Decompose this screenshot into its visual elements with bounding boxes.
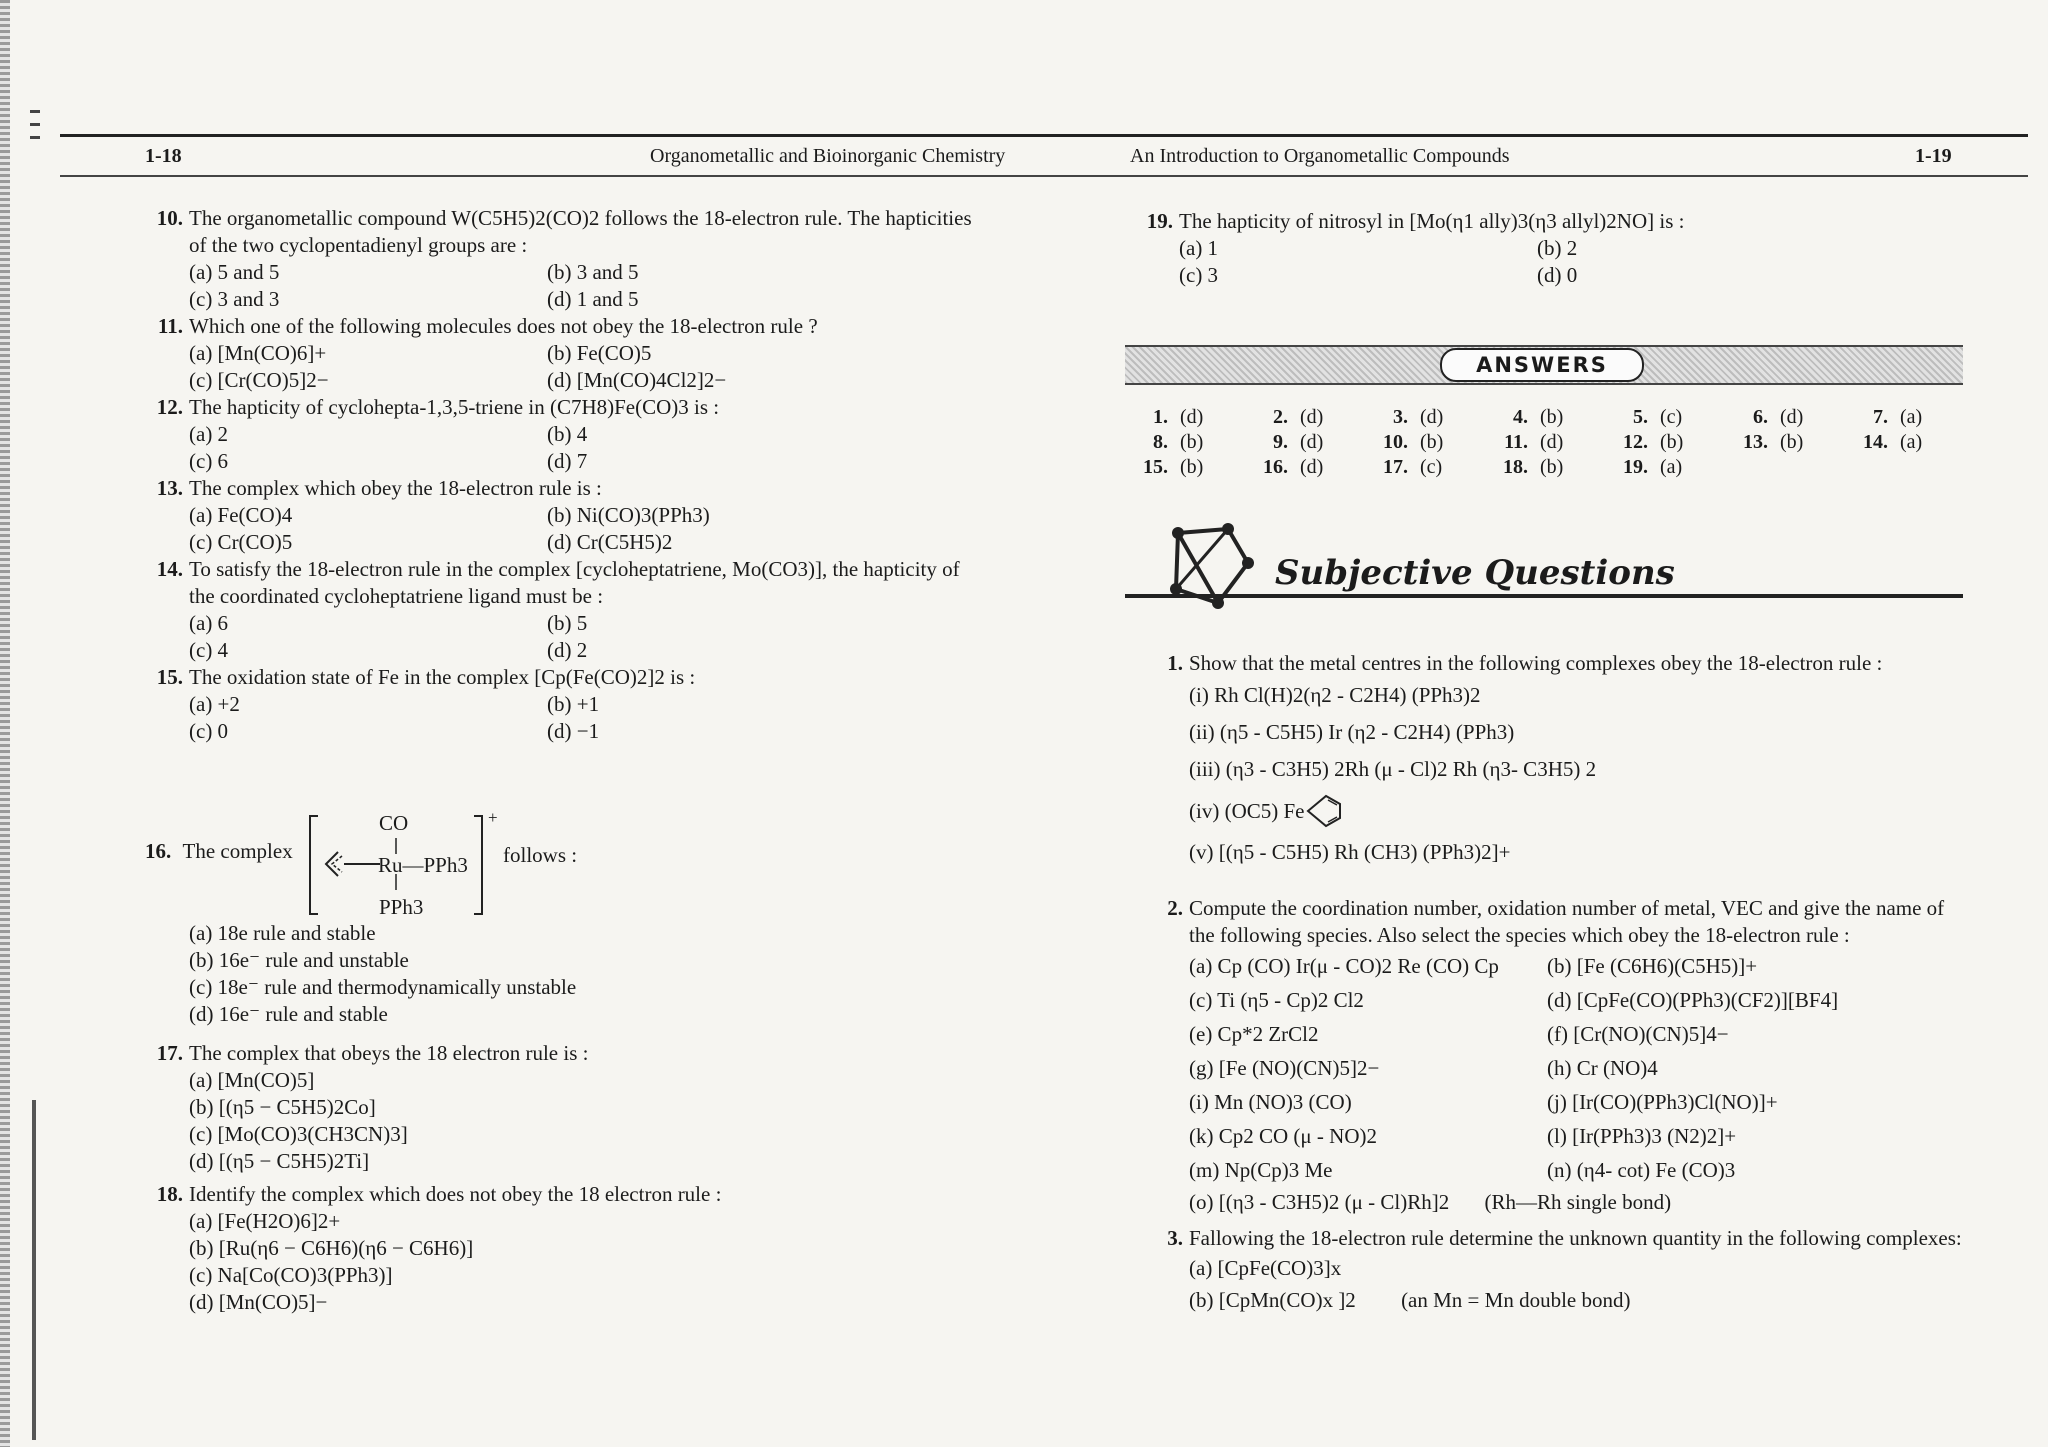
question-16-options (189, 920, 576, 1028)
molecule-model-icon (1158, 523, 1258, 613)
option-o-row (1189, 1187, 1965, 1217)
question-16-line (145, 838, 293, 865)
answer-value: (b) (1180, 456, 1204, 478)
question-12 (145, 394, 975, 475)
answer-item (1488, 430, 1608, 455)
subjective-questions-title: Subjective Questions (1275, 553, 1675, 593)
sub-item: (v) [(η5 - C5H5) Rh (CH3) (PPh3)2]+ (1189, 840, 1511, 864)
options (189, 340, 975, 394)
answer-value: (b) (1180, 431, 1204, 453)
answer-item (1248, 405, 1368, 430)
answer-value: (d) (1300, 431, 1324, 453)
option: (c) 6 (189, 449, 229, 473)
option: (d) Cr(C5H5)2 (547, 530, 673, 554)
subjective-question-1 (1145, 650, 1965, 871)
question-number: 11. (157, 314, 183, 338)
question-19 (1135, 208, 1965, 289)
answer-item (1608, 430, 1728, 455)
option: (a) +2 (189, 692, 240, 716)
option: (c) 18e⁻ rule and thermodynamically unstable (189, 975, 577, 999)
answer-item (1128, 405, 1248, 430)
option: (c) Na[Co(CO)3(PPh3)] (189, 1263, 393, 1287)
answer-value: (d) (1300, 456, 1324, 478)
option: (c) Cr(CO)5 (189, 530, 293, 554)
question-number: 18. (156, 1182, 183, 1206)
question-17 (145, 1040, 975, 1175)
answer-number: 3. (1393, 406, 1408, 428)
subjective-question-3-body (1145, 1225, 1965, 1316)
sub-items (1189, 1252, 1965, 1316)
answer-item (1368, 455, 1488, 480)
options (189, 691, 975, 745)
structure-ru-pph3: Ru—PPh3 (378, 853, 468, 877)
answer-number: 6. (1753, 406, 1768, 428)
question-number: 3. (1167, 1226, 1183, 1250)
option: (d) 0 (1537, 263, 1578, 287)
option: (a) Cp (CO) Ir(μ - CO)2 Re (CO) Cp (1189, 954, 1499, 978)
question-number: 19. (1146, 209, 1173, 233)
question-text: Compute the coordination number, oxidation number of metal, VEC and give the name of the following species. Also select the species which obey the 18-electron rule : (1189, 896, 1945, 947)
answer-value: (a) (1660, 456, 1683, 478)
option: (d) 2 (547, 638, 588, 662)
structure-charge: + (488, 808, 498, 827)
option: (k) Cp2 CO (μ - NO)2 (1189, 1124, 1377, 1148)
answers-grid (1128, 405, 1968, 480)
option: (c) 3 and 3 (189, 287, 280, 311)
option: (m) Np(Cp)3 Me (1189, 1158, 1333, 1182)
answer-value: (d) (1540, 431, 1564, 453)
option: (b) 5 (547, 611, 588, 635)
answer-value: (b) (1660, 431, 1684, 453)
option: (c) 4 (189, 638, 229, 662)
options (189, 259, 975, 313)
sub-item: (i) Rh Cl(H)2(η2 - C2H4) (PPh3)2 (1189, 683, 1481, 707)
answer-value: (b) (1420, 431, 1444, 453)
option: (a) [Fe(H2O)6]2+ (189, 1209, 341, 1233)
answer-value: (d) (1300, 406, 1324, 428)
question-text: The hapticity of nitrosyl in [Mo(η1 ally)3(η3 allyl)2NO] is : (1179, 209, 1685, 233)
answer-number: 10. (1383, 431, 1408, 453)
question-number: 13. (156, 476, 183, 500)
option: (i) Mn (NO)3 (CO) (1189, 1090, 1352, 1114)
answer-number: 1. (1153, 406, 1168, 428)
answer-item (1848, 405, 1968, 430)
subjective-question-3 (1145, 1225, 1965, 1316)
sub-item-note: (an Mn = Mn double bond) (1401, 1288, 1631, 1312)
answer-number: 11. (1504, 431, 1528, 453)
question-text: Fallowing the 18-electron rule determine the unknown quantity in the following complexes: (1189, 1226, 1962, 1250)
option: (b) 2 (1537, 236, 1578, 260)
option: (a) 5 and 5 (189, 260, 280, 284)
answer-item (1608, 405, 1728, 430)
answer-number: 5. (1633, 406, 1648, 428)
page-edge-binding (0, 0, 10, 1447)
structure-pph3: PPh3 (379, 895, 424, 919)
answer-number: 14. (1863, 431, 1888, 453)
answer-number: 4. (1513, 406, 1528, 428)
left-running-title: Organometallic and Bioinorganic Chemistry (650, 145, 1006, 167)
answer-number: 13. (1743, 431, 1768, 453)
right-running-title: An Introduction to Organometallic Compounds (1130, 145, 1510, 167)
option: (b) 4 (547, 422, 588, 446)
answer-number: 2. (1273, 406, 1288, 428)
sub-item-iv (1189, 788, 1965, 834)
question-10 (145, 205, 975, 313)
option: (d) [CpFe(CO)(PPh3)(CF2)][BF4] (1547, 988, 1839, 1012)
answers-banner (1125, 345, 1963, 385)
right-page-number: 1-19 (1915, 145, 1952, 167)
answer-item (1368, 405, 1488, 430)
option: (a) 1 (1179, 236, 1219, 260)
answer-number: 7. (1873, 406, 1888, 428)
answer-value: (a) (1900, 406, 1923, 428)
book-spine-line (32, 1100, 36, 1440)
question-text: The complex that obeys the 18 electron rule is : (189, 1041, 589, 1065)
option: (e) Cp*2 ZrCl2 (1189, 1022, 1319, 1046)
option: (d) [(η5 − C5H5)2Ti] (189, 1149, 370, 1173)
question-number: 15. (156, 665, 183, 689)
butadiene-ligand-icon (1304, 788, 1344, 834)
option: (a) 6 (189, 611, 229, 635)
answer-number: 12. (1623, 431, 1648, 453)
answer-item (1488, 455, 1608, 480)
sub-item: (b) [CpMn(CO)x ]2 (1189, 1288, 1356, 1312)
answer-value: (b) (1540, 406, 1564, 428)
answer-item (1368, 430, 1488, 455)
question-text: The complex (182, 839, 293, 863)
question-number: 12. (156, 395, 183, 419)
option: (a) [Mn(CO)6]+ (189, 341, 327, 365)
question-text: Identify the complex which does not obey the 18 electron rule : (189, 1182, 722, 1206)
question-text: The organometallic compound W(C5H5)2(CO)2 follows the 18-electron rule. The hapticities of the two cyclopentadienyl groups are : (189, 206, 972, 257)
question-text: The oxidation state of Fe in the complex [Cp(Fe(CO)2]2 is : (189, 665, 696, 689)
header-bottom-rule (60, 175, 2028, 177)
question-18 (145, 1181, 975, 1316)
answer-number: 16. (1263, 456, 1288, 478)
sub-items (1189, 677, 1965, 871)
question-text: Which one of the following molecules does not obey the 18-electron rule ? (189, 314, 818, 338)
answer-item (1728, 430, 1848, 455)
question-text: The hapticity of cyclohepta-1,3,5-triene in (C7H8)Fe(CO)3 is : (189, 395, 720, 419)
option: (d) 16e⁻ rule and stable (189, 1002, 388, 1026)
option: (c) Ti (η5 - Cp)2 Cl2 (1189, 988, 1364, 1012)
sub-item: (a) [CpFe(CO)3]x (1189, 1256, 1342, 1280)
answer-number: 9. (1273, 431, 1288, 453)
answer-item (1608, 455, 1728, 480)
answer-number: 18. (1503, 456, 1528, 478)
option: (a) [Mn(CO)5] (189, 1068, 315, 1092)
question-19-body (1135, 208, 1965, 289)
option: (a) Fe(CO)4 (189, 503, 293, 527)
option: (c) 3 (1179, 263, 1219, 287)
options (189, 502, 975, 556)
question-number: 17. (156, 1041, 183, 1065)
left-page-number: 1-18 (145, 145, 182, 167)
sub-item: (ii) (η5 - C5H5) Ir (η2 - C2H4) (PPh3) (1189, 720, 1515, 744)
option: (b) 16e⁻ rule and unstable (189, 948, 409, 972)
option: (b) [(η5 − C5H5)2Co] (189, 1095, 376, 1119)
question-number: 10. (156, 206, 183, 230)
option: (c) 0 (189, 719, 229, 743)
ruthenium-complex-structure (308, 808, 498, 920)
sub-item-text: (iv) (OC5) Fe (1189, 798, 1305, 823)
question-13 (145, 475, 975, 556)
option: (j) [Ir(CO)(PPh3)Cl(NO)]+ (1547, 1090, 1778, 1114)
option: (d) [Mn(CO)4Cl2]2− (547, 368, 727, 392)
option: (h) Cr (NO)4 (1547, 1056, 1658, 1080)
answer-item (1728, 405, 1848, 430)
option-note: (Rh—Rh single bond) (1484, 1190, 1672, 1214)
question-text: Show that the metal centres in the following complexes obey the 18-electron rule : (1189, 651, 1883, 675)
answer-value: (d) (1180, 406, 1204, 428)
options (189, 610, 975, 664)
question-number: 2. (1167, 896, 1183, 920)
option: (d) [Mn(CO)5]− (189, 1290, 328, 1314)
answer-value: (c) (1660, 406, 1683, 428)
answer-value: (c) (1420, 456, 1443, 478)
option: (g) [Fe (NO)(CN)5]2− (1189, 1056, 1380, 1080)
answer-item (1848, 430, 1968, 455)
subjective-question-2-body (1145, 895, 1965, 1217)
question-15 (145, 664, 975, 745)
answer-item (1248, 430, 1368, 455)
question-text: To satisfy the 18-electron rule in the complex [cycloheptatriene, Mo(CO3)], the hapticity of the coordinated cycloheptatriene ligand must be : (189, 557, 960, 608)
answer-item (1248, 455, 1368, 480)
subjective-question-2 (1145, 895, 1965, 1217)
answers-label: ANSWERS (1440, 348, 1644, 382)
answer-value: (d) (1420, 406, 1444, 428)
question-number: 1. (1167, 651, 1183, 675)
answer-value: (a) (1900, 431, 1923, 453)
option: (c) [Mo(CO)3(CH3CN)3] (189, 1122, 408, 1146)
option: (a) 18e rule and stable (189, 921, 376, 945)
option: (b) [Ru(η6 − C6H6)(η6 − C6H6)] (189, 1236, 474, 1260)
structure-co: CO (379, 811, 409, 835)
left-column-questions (145, 205, 975, 745)
margin-marks (30, 100, 44, 170)
answer-value: (d) (1780, 406, 1804, 428)
option: (d) −1 (547, 719, 600, 743)
option: (l) [Ir(PPh3)3 (N2)2]+ (1547, 1124, 1737, 1148)
question-number: 16. (145, 839, 172, 863)
option: (d) 7 (547, 449, 588, 473)
options (189, 421, 975, 475)
question-14 (145, 556, 975, 664)
options (1189, 949, 1965, 1187)
option: (b) +1 (547, 692, 600, 716)
option: (b) Fe(CO)5 (547, 341, 652, 365)
options (1179, 235, 1965, 289)
option: (n) (η4- cot) Fe (CO)3 (1547, 1158, 1736, 1182)
sub-item: (iii) (η3 - C3H5) 2Rh (μ - Cl)2 Rh (η3- C3H5) 2 (1189, 757, 1597, 781)
header-top-rule (60, 134, 2028, 137)
answer-number: 19. (1623, 456, 1648, 478)
option: (b) Ni(CO)3(PPh3) (547, 503, 710, 527)
answer-item (1488, 405, 1608, 430)
question-text: The complex which obey the 18-electron rule is : (189, 476, 602, 500)
left-column-questions-2 (145, 1040, 975, 1316)
question-number: 14. (156, 557, 183, 581)
answer-value: (b) (1780, 431, 1804, 453)
subjective-title-rule (1125, 594, 1963, 598)
answer-number: 17. (1383, 456, 1408, 478)
option: (c) [Cr(CO)5]2− (189, 368, 329, 392)
answer-item (1128, 430, 1248, 455)
subjective-question-1-body (1145, 650, 1965, 871)
question-16-suffix: follows : (503, 843, 578, 867)
answer-item (1128, 455, 1248, 480)
answer-number: 8. (1153, 431, 1168, 453)
option: (a) 2 (189, 422, 229, 446)
answer-number: 15. (1143, 456, 1168, 478)
sub-item-b-row (1189, 1284, 1965, 1316)
option: (f) [Cr(NO)(CN)5]4− (1547, 1022, 1729, 1046)
question-11 (145, 313, 975, 394)
option: (d) 1 and 5 (547, 287, 639, 311)
option: (o) [(η3 - C3H5)2 (μ - Cl)Rh]2 (1189, 1190, 1450, 1214)
option: (b) [Fe (C6H6)(C5H5)]+ (1547, 954, 1758, 978)
answer-value: (b) (1540, 456, 1564, 478)
option: (b) 3 and 5 (547, 260, 639, 284)
